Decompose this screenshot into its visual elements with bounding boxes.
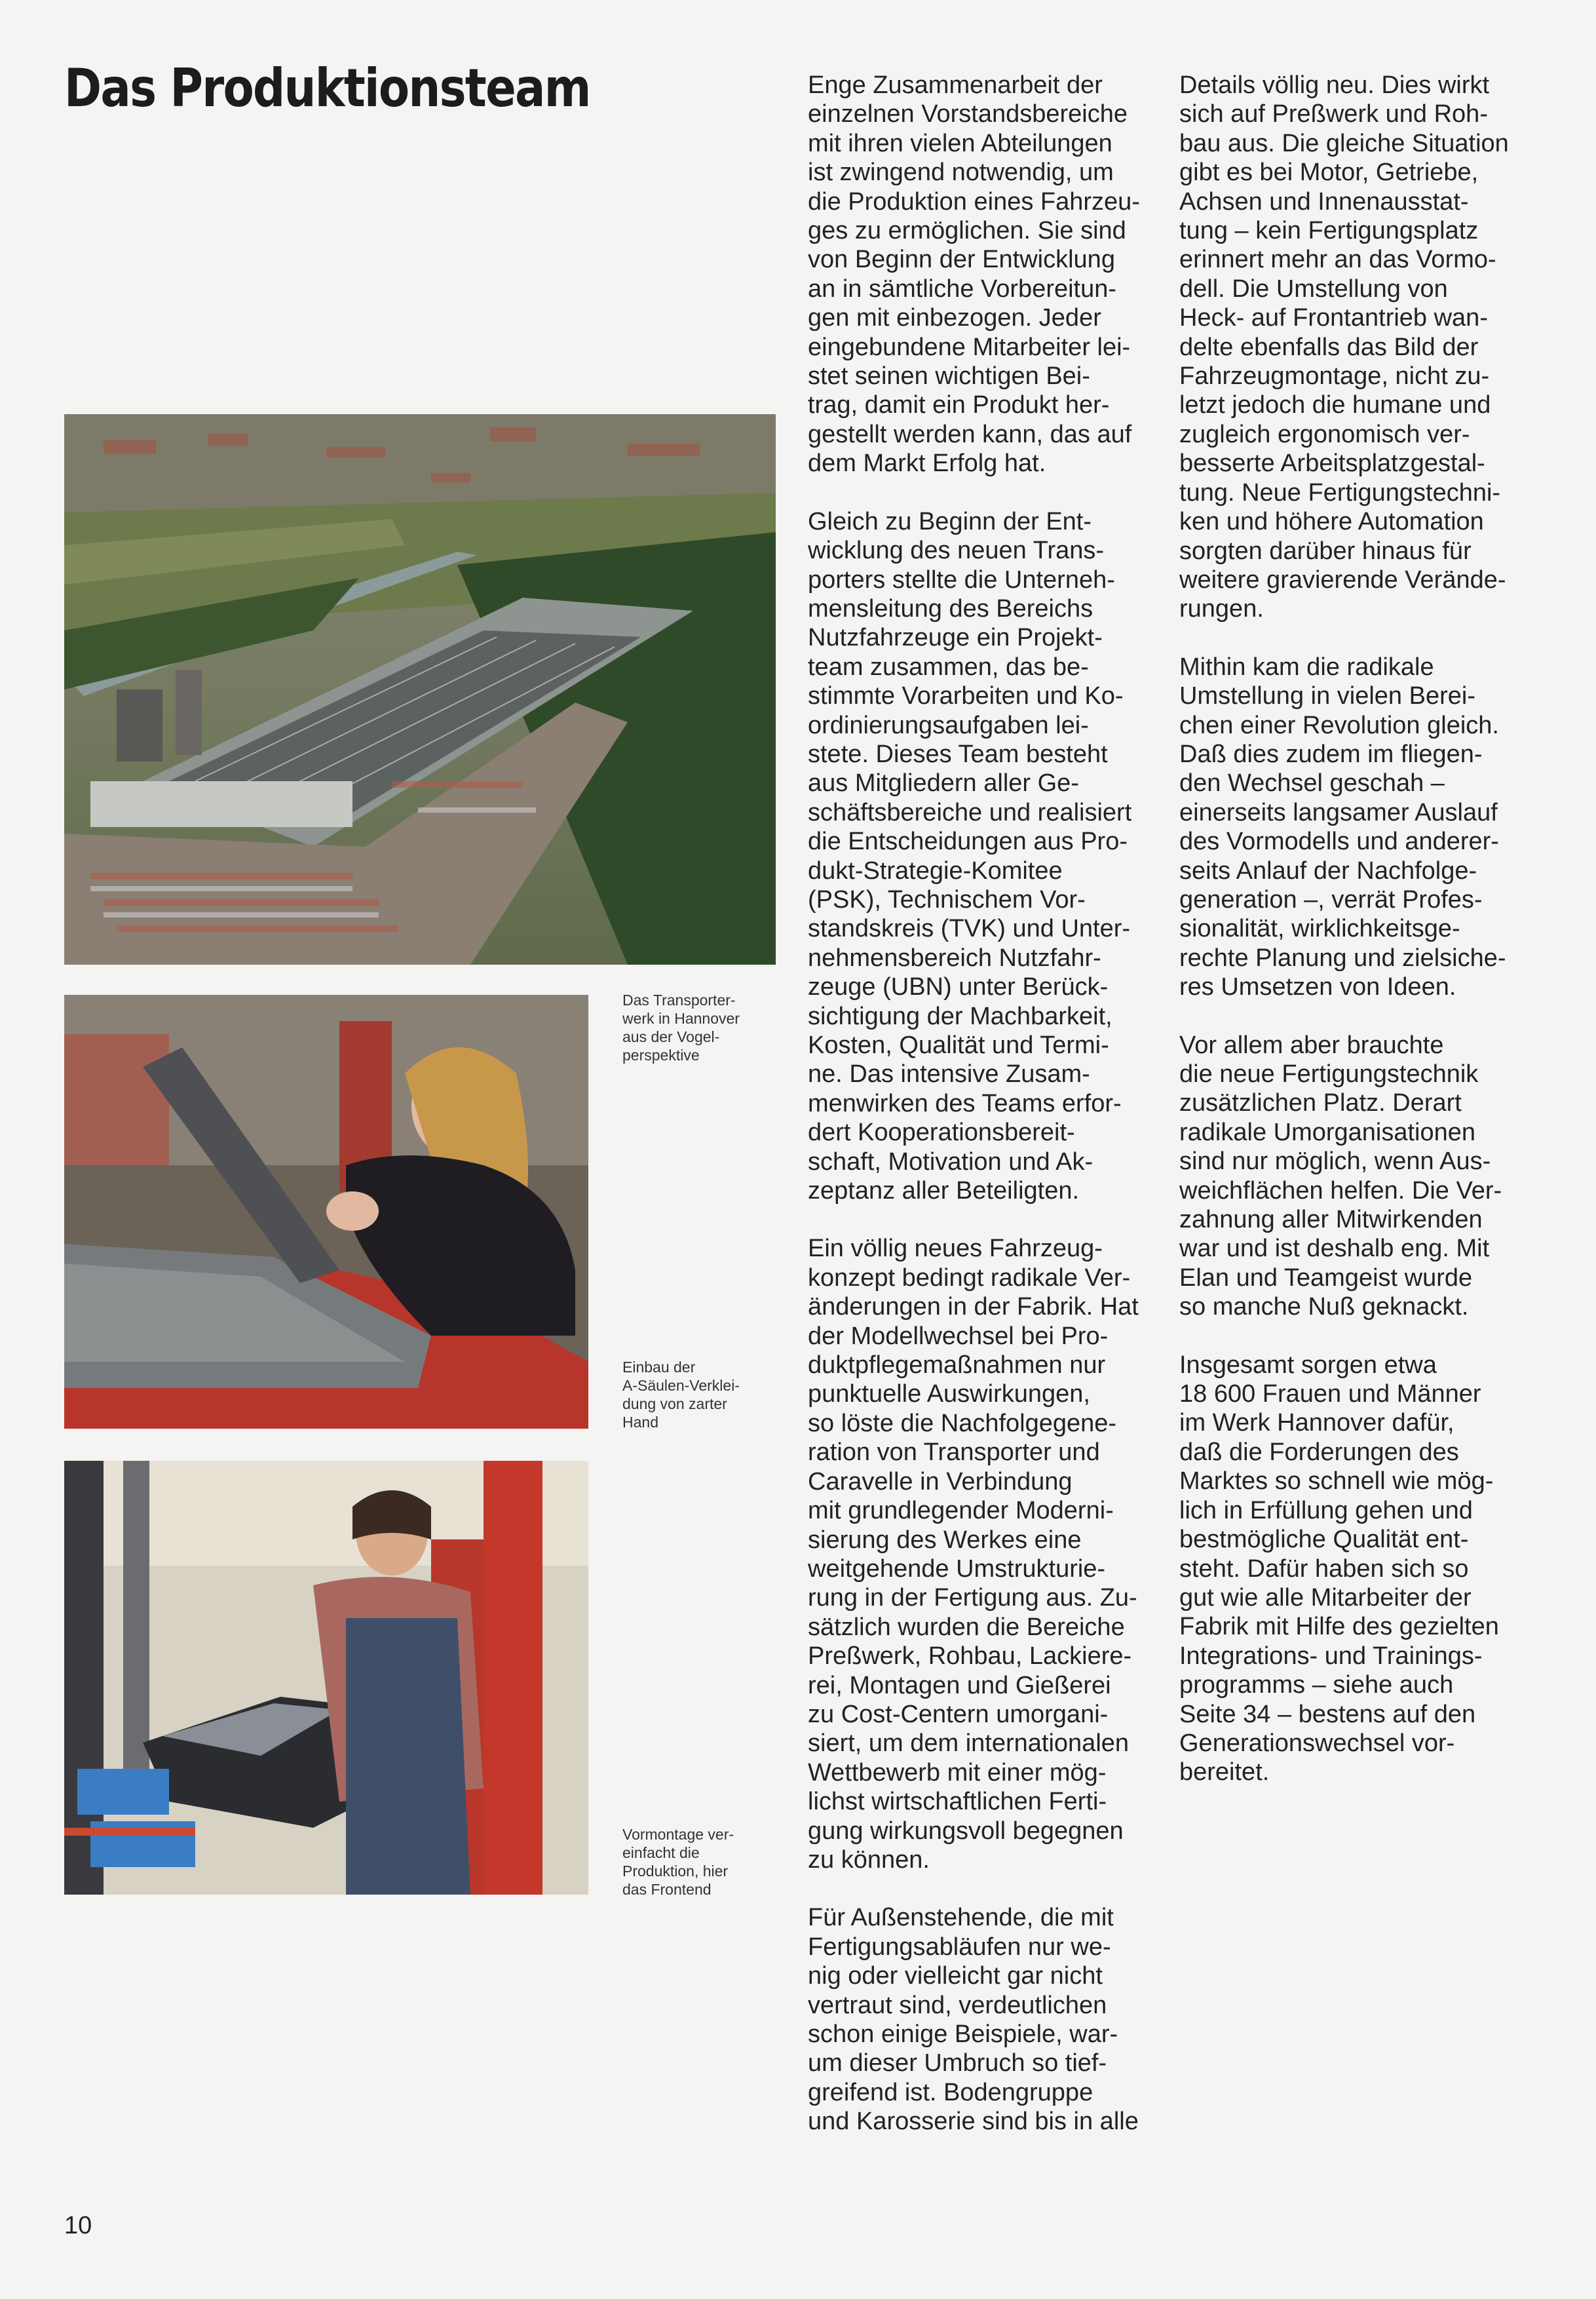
page-number: 10 [64,2212,92,2239]
text-column-right [1179,71,1527,1816]
text-column-middle [808,71,1155,2165]
paragraph: Vor allem aber brauchte die neue Fertigungstechnik zusätzlichen Platz. Derart radikale Umorganisationen sind nur möglich, wenn Aus- weichflächen helfen. Die Ver- zahnung aller Mitwirkenden war und ist deshalb eng. Mit Elan und Teamgeist wurde so manche Nuß geknackt. [1179,1031,1502,1321]
paragraph: Enge Zusammenarbeit der einzelnen Vorstandsbereiche mit ihren vielen Abteilungen ist zwingend notwendig, um die Produktion eines Fahrzeu- ges zu ermöglichen. Sie sind von Beginn der Entwicklung an in sämtliche Vorbereitun- gen mit einbezogen. Jeder eingebundene Mitarbeiter lei- stet seinen wichtigen Bei- trag, damit ein Produkt her- gestellt werden kann, das auf dem Markt Erfolg hat. [808,71,1140,478]
caption-aerial: Das Transporter- werk in Hannover aus der Vogel- perspektive [622,992,740,1064]
paragraph: Details völlig neu. Dies wirkt sich auf Preßwerk und Roh- bau aus. Die gleiche Situation gibt es bei Motor, Getriebe, Achsen und Innenausstat- tung – kein Fertigungsplatz erinnert mehr an das Vormo- dell. Die Umstellung von Heck- auf Frontantrieb wan- delte ebenfalls das Bild der Fahrzeugmontage, nicht zu- letzt jedoch die humane und zugleich ergonomisch ver- besserte Arbeitsplatzgestal- tung. Neue Fertigungstechni- ken und höhere Automation sorgten darüber hinaus für weitere gravierende Verände- rungen. [1179,71,1509,623]
worker-man-photo [64,1461,588,1895]
paragraph: Insgesamt sorgen etwa 18 600 Frauen und Männer im Werk Hannover dafür, daß die Forderungen des Marktes so schnell wie mög- lich in Erfüllung gehen und bestmögliche Qualität ent- steht. Dafür haben sich so gut wie alle Mitarbeiter der Fabrik mit Hilfe des gezielten Integrations- und Trainings- programms – siehe auch Seite 34 – bestens auf den Generationswechsel vor- bereitet. [1179,1351,1499,1787]
page-title: Das Produktionsteam [64,58,590,119]
paragraph: Für Außenstehende, die mit Fertigungsabläufen nur we- nig oder vielleicht gar nicht vertraut sind, verdeutlichen schon einige Beispiele, war- um dieser Umbruch so tief- greifend ist. Bodengruppe und Karosserie sind bis in alle [808,1904,1139,2136]
worker-woman-photo [64,995,588,1429]
caption-worker-woman: Einbau der A-Säulen-Verklei- dung von zarter Hand [622,1359,740,1431]
paragraph: Ein völlig neues Fahrzeug- konzept bedingt radikale Ver- änderungen in der Fabrik. Hat der Modellwechsel bei Pro- duktpflegemaßnahmen nur punktuelle Auswirkungen, so löste die Nachfolgegene- ration von Transporter und Caravelle in Verbindung mit grundlegender Moderni- sierung des Werkes eine weitgehende Umstrukturie- rung in der Fertigung aus. Zu- sätzlich wurden die Bereiche Preßwerk, Rohbau, Lackiere- rei, Montagen und Gießerei zu Cost-Centern umorgani- siert, um dem internationalen Wettbewerb mit einer mög- lichst wirtschaftlichen Ferti- gung wirkungsvoll begegnen zu können. [808,1235,1139,1874]
paragraph: Mithin kam die radikale Umstellung in vielen Berei- chen einer Revolution gleich. Daß dies zudem im fliegen- den Wechsel geschah – einerseits langsamer Auslauf des Vormodells und anderer- seits Anlauf der Nachfolge- generation –, verrät Profes- sionalität, wirklichkeitsge- rechte Planung und zielsiche- res Umsetzen von Ideen. [1179,653,1506,1001]
paragraph: Gleich zu Beginn der Ent- wicklung des neuen Trans- porters stellte die Unterneh- mensleitung des Bereichs Nutzfahrzeuge ein Projekt- team zusammen, das be- stimmte Vorarbeiten und Ko- ordinierungsaufgaben lei- stete. Dieses Team besteht aus Mitgliedern aller Ge- schäftsbereiche und realisiert die Entscheidungen aus Pro- dukt-Strategie-Komitee (PSK), Technischem Vor- standskreis (TVK) und Unter- nehmensbereich Nutzfahr- zeuge (UBN) unter Berück- sichtigung der Machbarkeit, Kosten, Qualität und Termi- ne. Das intensive Zusam- menwirken des Teams erfor- dert Kooperationsbereit- schaft, Motivation und Ak- zeptanz aller Beteiligten. [808,507,1132,1205]
caption-worker-man: Vormontage ver- einfacht die Produktion, hier das Frontend [622,1826,734,1898]
aerial-factory-photo [64,414,776,965]
